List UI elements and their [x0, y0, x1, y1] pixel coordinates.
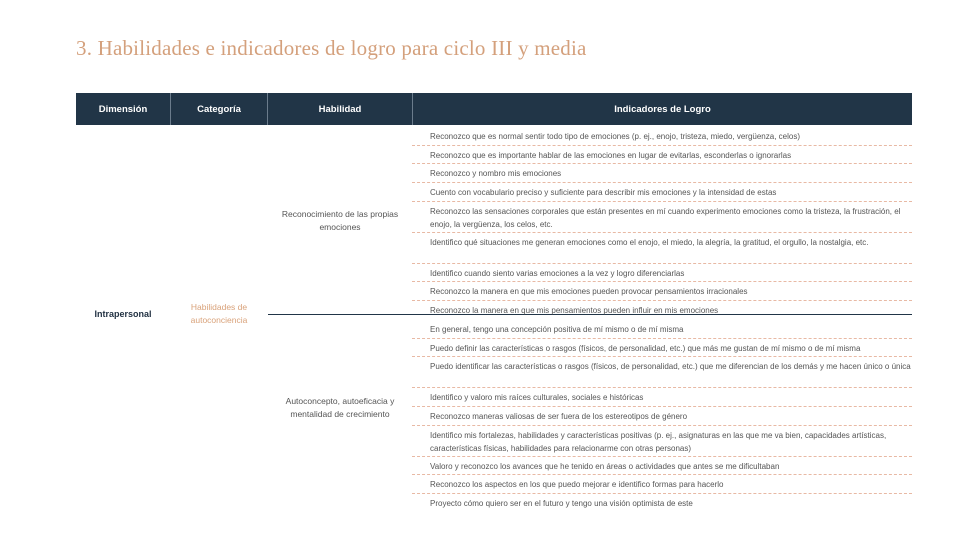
indicator-row: Reconozco maneras valiosas de ser fuera de los estereotipos de género [412, 407, 912, 426]
indicator-row: Reconozco y nombro mis emociones [412, 164, 912, 183]
indicator-row: Identifico mis fortalezas, habilidades y características positivas (p. ej., asignaturas en las que me va bien, capacidades artísticas, características físicas, habilidades para relacionarme con otras personas) [412, 426, 912, 457]
indicator-row: Proyecto cómo quiero ser en el futuro y tengo una visión optimista de este [430, 498, 693, 508]
indicator-row: Reconozco las sensaciones corporales que están presentes en mí cuando experimento emociones como la tristeza, la frustración, el enojo, la vergüenza, los celos, etc. [412, 202, 912, 233]
dimension-cell: Intrapersonal [94, 308, 152, 319]
indicator-row: Cuento con vocabulario preciso y suficiente para describir mis emociones y la intensidad de estas [412, 183, 912, 202]
indicator-row: Reconozco la manera en que mis pensamientos pueden influir en mis emociones [430, 306, 719, 316]
indicator-row: Reconozco que es importante hablar de las emociones en lugar de evitarlas, esconderlas o ignorarlas [412, 146, 912, 165]
indicator-row: Identifico y valoro mis raíces culturales, sociales e históricas [412, 388, 912, 407]
indicator-row: Valoro y reconozco los avances que he tenido en áreas o actividades que antes se me dificultaban [412, 457, 912, 476]
indicator-row: Identifico qué situaciones me generan emociones como el enojo, el miedo, la alegría, la gratitud, el orgullo, la nostalgia, etc. [412, 233, 912, 264]
indicator-row: Reconozco la manera en que mis emociones pueden provocar pensamientos irracionales [412, 282, 912, 301]
table-header [76, 93, 912, 125]
indicator-row: Identifico cuando siento varias emociones a la vez y logro diferenciarlas [412, 264, 912, 283]
page-title: 3. Habilidades e indicadores de logro para ciclo III y media [76, 36, 587, 60]
header-category: Categoría [170, 93, 267, 125]
skill-cell-emotions: Reconocimiento de las propias emociones [281, 208, 399, 232]
category-cell: Habilidades de autoconciencia [190, 302, 248, 325]
indicator-row: Reconozco que es normal sentir todo tipo de emociones (p. ej., enojo, tristeza, miedo, vergüenza, celos) [412, 127, 912, 146]
header-indicators: Indicadores de Logro [412, 93, 912, 125]
skill-cell-selfconcept: Autoconcepto, autoeficacia y mentalidad de crecimiento [285, 396, 395, 419]
indicator-row: Puedo definir las características o rasgos (físicos, de personalidad, etc.) que más me gustan de mí mismo o de mí misma [412, 339, 912, 358]
indicators-list [412, 127, 912, 513]
indicator-row: Reconozco los aspectos en los que puedo mejorar e identifico formas para hacerlo [412, 475, 912, 494]
indicator-row: En general, tengo una concepción positiva de mí mismo o de mí misma [412, 320, 912, 339]
indicator-row: Puedo identificar las características o rasgos (físicos, de personalidad, etc.) que me diferencian de los demás y me hacen único o única [412, 357, 912, 388]
header-dimension: Dimensión [98, 103, 148, 115]
header-skill: Habilidad [267, 93, 412, 125]
